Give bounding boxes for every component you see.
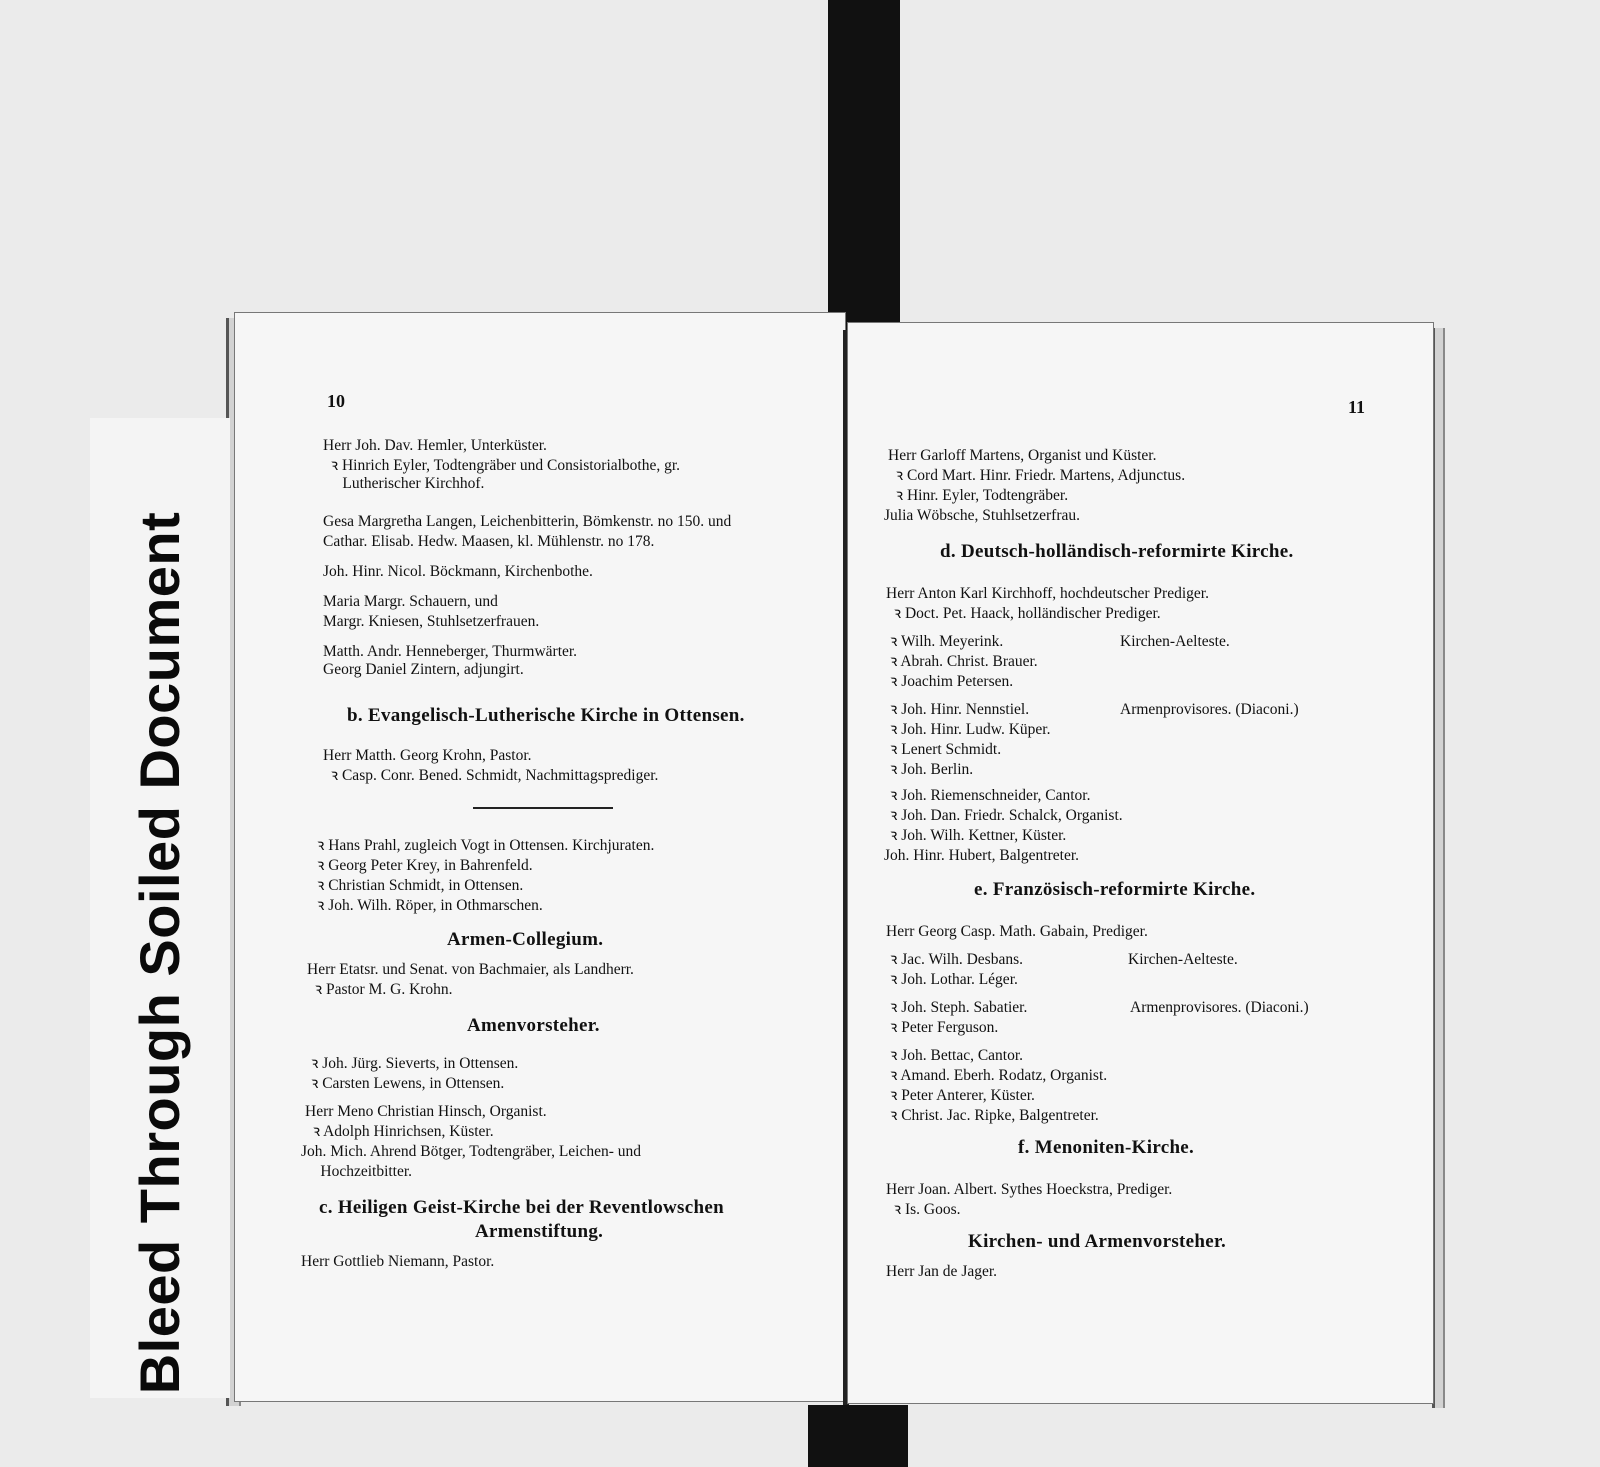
entry-line: Georg Daniel Zintern, adjungirt. — [323, 661, 524, 678]
entry-line: Herr Meno Christian Hinsch, Organist. — [305, 1103, 547, 1120]
entry-line: Herr Etatsr. und Senat. von Bachmaier, als Landherr. — [307, 961, 634, 978]
entry-line: ꝛ Carsten Lewens, in Ottensen. — [311, 1075, 505, 1092]
entry-line: ꝛ Pastor M. G. Krohn. — [307, 981, 453, 998]
document-label: Bleed Through Soiled Document — [128, 511, 191, 1395]
section-heading: Armen-Collegium. — [447, 929, 604, 950]
entry-line: ꝛ Joh. Wilh. Kettner, Küster. — [890, 827, 1067, 844]
entry-line: ꝛ Joachim Petersen. — [890, 673, 1014, 690]
entry-line: ꝛ Christ. Jac. Ripke, Balgentreter. — [890, 1107, 1099, 1124]
separator-rule — [473, 807, 613, 809]
entry-line: Margr. Kniesen, Stuhlsetzerfrauen. — [323, 613, 540, 630]
entry-line: Armenprovisores. (Diaconi.) — [1120, 701, 1299, 718]
section-heading: d. Deutsch-holländisch-reformirte Kirche. — [940, 541, 1294, 562]
right-page — [847, 322, 1434, 1404]
entry-line: ꝛ Lenert Schmidt. — [890, 741, 1002, 758]
entry-line: Herr Jan de Jager. — [886, 1263, 998, 1280]
entry-line: ꝛ Joh. Hinr. Nennstiel. — [890, 701, 1030, 718]
entry-line: ꝛ Joh. Dan. Friedr. Schalck, Organist. — [890, 807, 1123, 824]
entry-line: Herr Joh. Dav. Hemler, Unterküster. — [323, 437, 547, 454]
entry-line: Herr Matth. Georg Krohn, Pastor. — [323, 747, 532, 764]
section-heading: c. Heiligen Geist-Kirche bei der Reventlowschen — [319, 1197, 724, 1218]
section-heading: e. Französisch-reformirte Kirche. — [974, 879, 1256, 900]
entry-line: Herr Anton Karl Kirchhoff, hochdeutscher Prediger. — [886, 585, 1209, 602]
entry-line: Joh. Hinr. Nicol. Böckmann, Kirchenbothe. — [323, 563, 593, 580]
entry-line: ꝛ Casp. Conr. Bened. Schmidt, Nachmittagsprediger. — [323, 767, 659, 784]
page-number: 10 — [327, 391, 345, 411]
entry-line: ꝛ Joh. Jürg. Sieverts, in Ottensen. — [311, 1055, 519, 1072]
entry-line: Gesa Margretha Langen, Leichenbitterin, Bömkenstr. no 150. und — [323, 513, 732, 530]
section-heading: Armenstiftung. — [475, 1221, 604, 1242]
entry-line: Armenprovisores. (Diaconi.) — [1130, 999, 1309, 1016]
entry-line: ꝛ Georg Peter Krey, in Bahrenfeld. — [317, 857, 533, 874]
entry-line: ꝛ Christian Schmidt, in Ottensen. — [317, 877, 524, 894]
entry-line: Kirchen-Aelteste. — [1120, 633, 1230, 650]
entry-line: Herr Gottlieb Niemann, Pastor. — [301, 1253, 495, 1270]
left-page — [234, 312, 846, 1402]
entry-line: Herr Garloff Martens, Organist und Küster. — [888, 447, 1157, 464]
binding-bar-top — [828, 0, 900, 345]
entry-line: ꝛ Doct. Pet. Haack, holländischer Prediger. — [886, 605, 1161, 622]
entry-line: ꝛ Peter Ferguson. — [890, 1019, 999, 1036]
binding-bar-bottom — [808, 1405, 908, 1467]
entry-line: Julia Wöbsche, Stuhlsetzerfrau. — [884, 507, 1080, 524]
entry-line: ꝛ Joh. Riemenschneider, Cantor. — [890, 787, 1091, 804]
entry-line: Herr Joan. Albert. Sythes Hoeckstra, Prediger. — [886, 1181, 1173, 1198]
entry-line: ꝛ Jac. Wilh. Desbans. — [890, 951, 1023, 968]
entry-line: ꝛ Abrah. Christ. Brauer. — [890, 653, 1038, 670]
section-heading: Kirchen- und Armenvorsteher. — [968, 1231, 1227, 1252]
entry-line: ꝛ Joh. Steph. Sabatier. — [890, 999, 1028, 1016]
section-heading: b. Evangelisch-Lutherische Kirche in Ottensen. — [347, 705, 745, 726]
section-heading: f. Menoniten-Kirche. — [1018, 1137, 1195, 1158]
entry-line: Hochzeitbitter. — [301, 1163, 413, 1180]
entry-line: ꝛ Wilh. Meyerink. — [890, 633, 1004, 650]
entry-line: Cathar. Elisab. Hedw. Maasen, kl. Mühlenstr. no 178. — [323, 533, 655, 550]
entry-line: ꝛ Adolph Hinrichsen, Küster. — [305, 1123, 494, 1140]
entry-line: ꝛ Joh. Bettac, Cantor. — [890, 1047, 1024, 1064]
entry-line: ꝛ Amand. Eberh. Rodatz, Organist. — [890, 1067, 1108, 1084]
entry-line: Herr Georg Casp. Math. Gabain, Prediger. — [886, 923, 1148, 940]
page-number: 11 — [1348, 397, 1366, 417]
entry-line: ꝛ Hans Prahl, zugleich Vogt in Ottensen. Kirchjuraten. — [317, 837, 655, 854]
entry-line: ꝛ Joh. Wilh. Röper, in Othmarschen. — [317, 897, 543, 914]
entry-line: ꝛ Cord Mart. Hinr. Friedr. Martens, Adjunctus. — [888, 467, 1186, 484]
entry-line: ꝛ Joh. Lothar. Léger. — [890, 971, 1018, 988]
entry-line: ꝛ Is. Goos. — [886, 1201, 961, 1218]
entry-line: ꝛ Joh. Berlin. — [890, 761, 974, 778]
entry-line: Matth. Andr. Henneberger, Thurmwärter. — [323, 643, 578, 660]
section-heading: Amenvorsteher. — [467, 1015, 600, 1036]
entry-line: Kirchen-Aelteste. — [1128, 951, 1238, 968]
entry-line: ꝛ Hinr. Eyler, Todtengräber. — [888, 487, 1069, 504]
entry-line: Lutherischer Kirchhof. — [323, 475, 485, 492]
entry-line: ꝛ Peter Anterer, Küster. — [890, 1087, 1035, 1104]
entry-line: Joh. Mich. Ahrend Bötger, Todtengräber, Leichen- und — [301, 1143, 642, 1160]
entry-line: ꝛ Joh. Hinr. Ludw. Küper. — [890, 721, 1051, 738]
entry-line: ꝛ Hinrich Eyler, Todtengräber und Consistorialbothe, gr. — [323, 457, 681, 474]
entry-line: Joh. Hinr. Hubert, Balgentreter. — [884, 847, 1079, 864]
entry-line: Maria Margr. Schauern, und — [323, 593, 498, 610]
